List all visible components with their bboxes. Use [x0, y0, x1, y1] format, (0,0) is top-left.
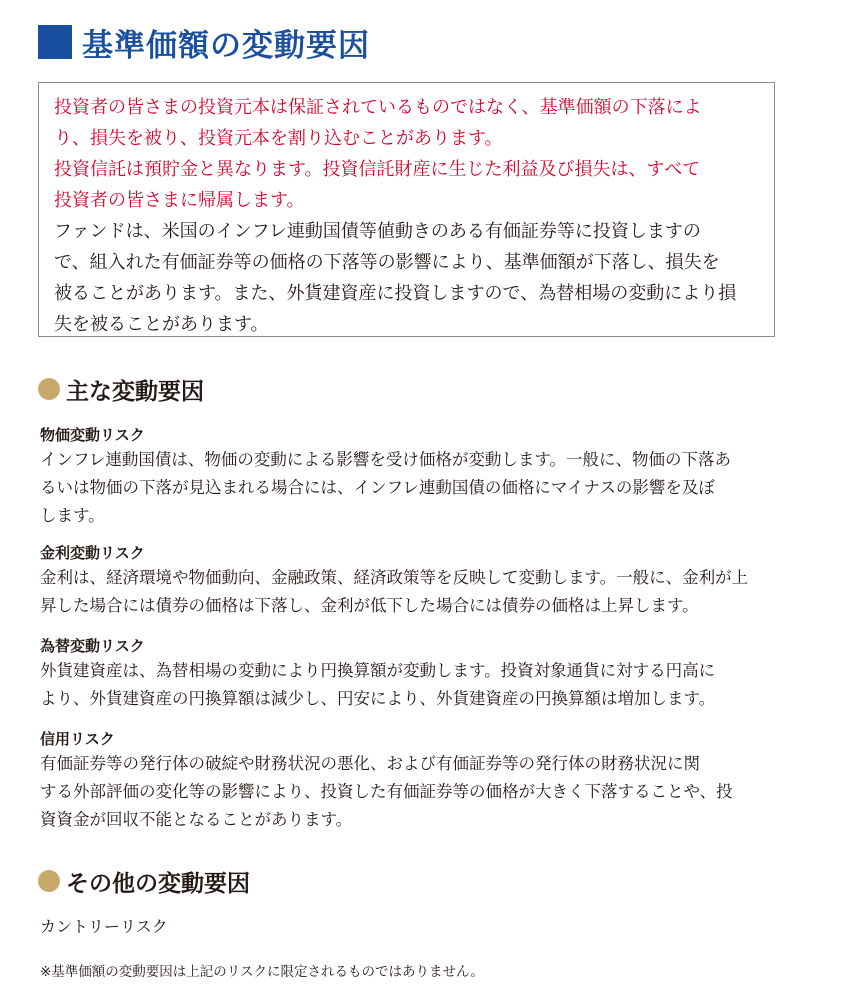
notice-warning-line: 投資者の皆さまの投資元本は保証されているものではなく、基準価額の下落によ	[54, 97, 702, 118]
risk-description-line: します。	[40, 506, 105, 525]
bullet-dot-icon	[38, 378, 60, 400]
main-factors-heading	[38, 371, 204, 407]
risk-description-line: 金利は、経済環境や物価動向、金融政策、経済政策等を反映して変動します。一般に、金利が上	[40, 568, 749, 587]
notice-warning-line: 投資信託は預貯金と異なります。投資信託財産に生じた利益及び損失は、すべて	[54, 159, 701, 180]
notice-body-line: ファンドは、米国のインフレ連動国債等値動きのある有価証券等に投資しますの	[54, 221, 701, 242]
risk-description-line: 資資金が回収不能となることがあります。	[40, 810, 353, 829]
risk-description-line: する外部評価の変化等の影響により、投資した有価証券等の価格が大きく下落することや、投	[40, 782, 733, 801]
risk-item-price	[40, 424, 780, 530]
notice-warning-line: 投資者の皆さまに帰属します。	[54, 190, 305, 211]
notice-body-line: 失を被ることがあります。	[54, 314, 269, 335]
page-title-text: 基準価額の変動要因	[82, 27, 370, 64]
risk-notice-box	[38, 82, 775, 337]
risk-description-line: るいは物価の下落が見込まれる場合には、インフレ連動国債の価格にマイナスの影響を及ぼ	[40, 478, 715, 497]
risk-description-line: より、外貨建資産の円換算額は減少し、円安により、外貨建資産の円換算額は増加します。	[40, 689, 716, 708]
bullet-dot-icon	[38, 870, 60, 892]
notice-warning-line: り、損失を被り、投資元本を割り込むことがあります。	[54, 128, 503, 149]
notice-body-line: で、組入れた有価証券等の価格の下落等の影響により、基準価額が下落し、損失を	[54, 252, 720, 273]
country-risk-item: カントリーリスク	[40, 917, 168, 936]
risk-item-currency	[40, 635, 780, 713]
risk-description-line: 有価証券等の発行体の破綻や財務状況の悪化、および有価証券等の発行体の財務状況に関	[40, 754, 700, 773]
risk-title: 金利変動リスク	[40, 544, 145, 562]
section-heading-text: その他の変動要因	[66, 870, 250, 897]
risk-description-line: インフレ連動国債は、物価の変動による影響を受け価格が変動します。一般に、物価の下落あ	[40, 450, 732, 469]
other-factors-heading	[38, 863, 250, 899]
title-square-marker	[38, 25, 72, 59]
page-title	[38, 20, 370, 64]
risk-item-interest-rate	[40, 542, 780, 620]
footnote: ※基準価額の変動要因は上記のリスクに限定されるものではありません。	[40, 964, 484, 980]
risk-item-credit	[40, 728, 780, 834]
notice-body-line: 被ることがあります。また、外貨建資産に投資しますので、為替相場の変動により損	[54, 283, 737, 304]
risk-title: 為替変動リスク	[40, 637, 145, 655]
risk-title: 物価変動リスク	[40, 426, 145, 444]
risk-description-line: 外貨建資産は、為替相場の変動により円換算額が変動します。投資対象通貨に対する円高に	[40, 661, 716, 680]
risk-title: 信用リスク	[40, 730, 115, 748]
risk-description-line: 昇した場合には債券の価格は下落し、金利が低下した場合には債券の価格は上昇します。	[40, 596, 699, 615]
section-heading-text: 主な変動要因	[66, 378, 204, 405]
